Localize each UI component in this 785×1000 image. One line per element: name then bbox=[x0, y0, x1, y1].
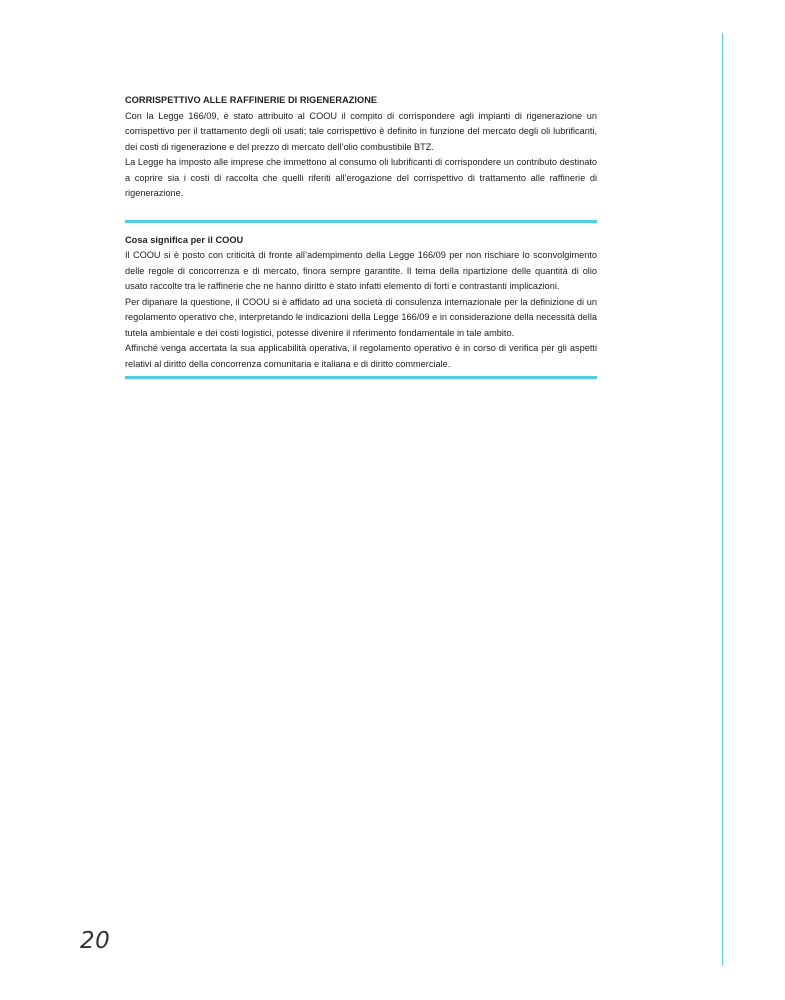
paragraph: Affinché venga accertata la sua applicabilità operativa, il regolamento operativo è in corso di verifica per gli aspetti relativi al diritto della concorrenza comunitaria e italiana e di diritto commerciale. bbox=[125, 343, 597, 369]
section-divider bbox=[125, 220, 597, 223]
section-divider bbox=[125, 376, 597, 379]
main-content bbox=[125, 93, 597, 379]
page-edge-rule bbox=[722, 33, 723, 965]
section-corrispettivo bbox=[125, 93, 597, 202]
page-number: 20 bbox=[80, 928, 111, 954]
paragraph: Per dipanare la questione, il COOU si è affidato ad una società di consulenza internazionale per la definizione di un regolamento operativo che, interpretando le indicazioni della Legge 166/09 e in considerazione della necessità della tutela ambientale e dei costi logistici, potesse divenire il riferimento fondamentale in tale ambito. bbox=[125, 296, 597, 338]
paragraph: La Legge ha imposto alle imprese che immettono al consumo oli lubrificanti di corrispondere un contributo destinato a coprire sia i costi di raccolta che quelli riferiti all’erogazione del corrispettivo di trattamento alle raffinerie di rigenerazione. bbox=[125, 157, 597, 198]
section-heading: Cosa significa per il COOU bbox=[125, 234, 244, 245]
section-cosa-significa bbox=[125, 233, 597, 373]
paragraph: Il COOU si è posto con criticità di fronte all’adempimento della Legge 166/09 per non rischiare lo sconvolgimento delle regole di concorrenza e di mercato, finora sempre garantite. Il tema della ripartizione delle quantità di olio usato raccolte tra le raffinerie che ne hanno diritto è stato infatti elemento di forti e contrastanti implicazioni. bbox=[125, 250, 597, 291]
section-heading: CORRISPETTIVO ALLE RAFFINERIE DI RIGENERAZIONE bbox=[125, 95, 378, 105]
paragraph: Con la Legge 166/09, è stato attribuito al COOU il compito di corrispondere agli impianti di rigenerazione un corrispettivo per il trattamento degli oli usati; tale corrispettivo è definito in funzione del mercato degli oli lubrificanti, dei costi di rigenerazione e del prezzo di mercato dell’olio combustibile BTZ. bbox=[125, 110, 597, 152]
